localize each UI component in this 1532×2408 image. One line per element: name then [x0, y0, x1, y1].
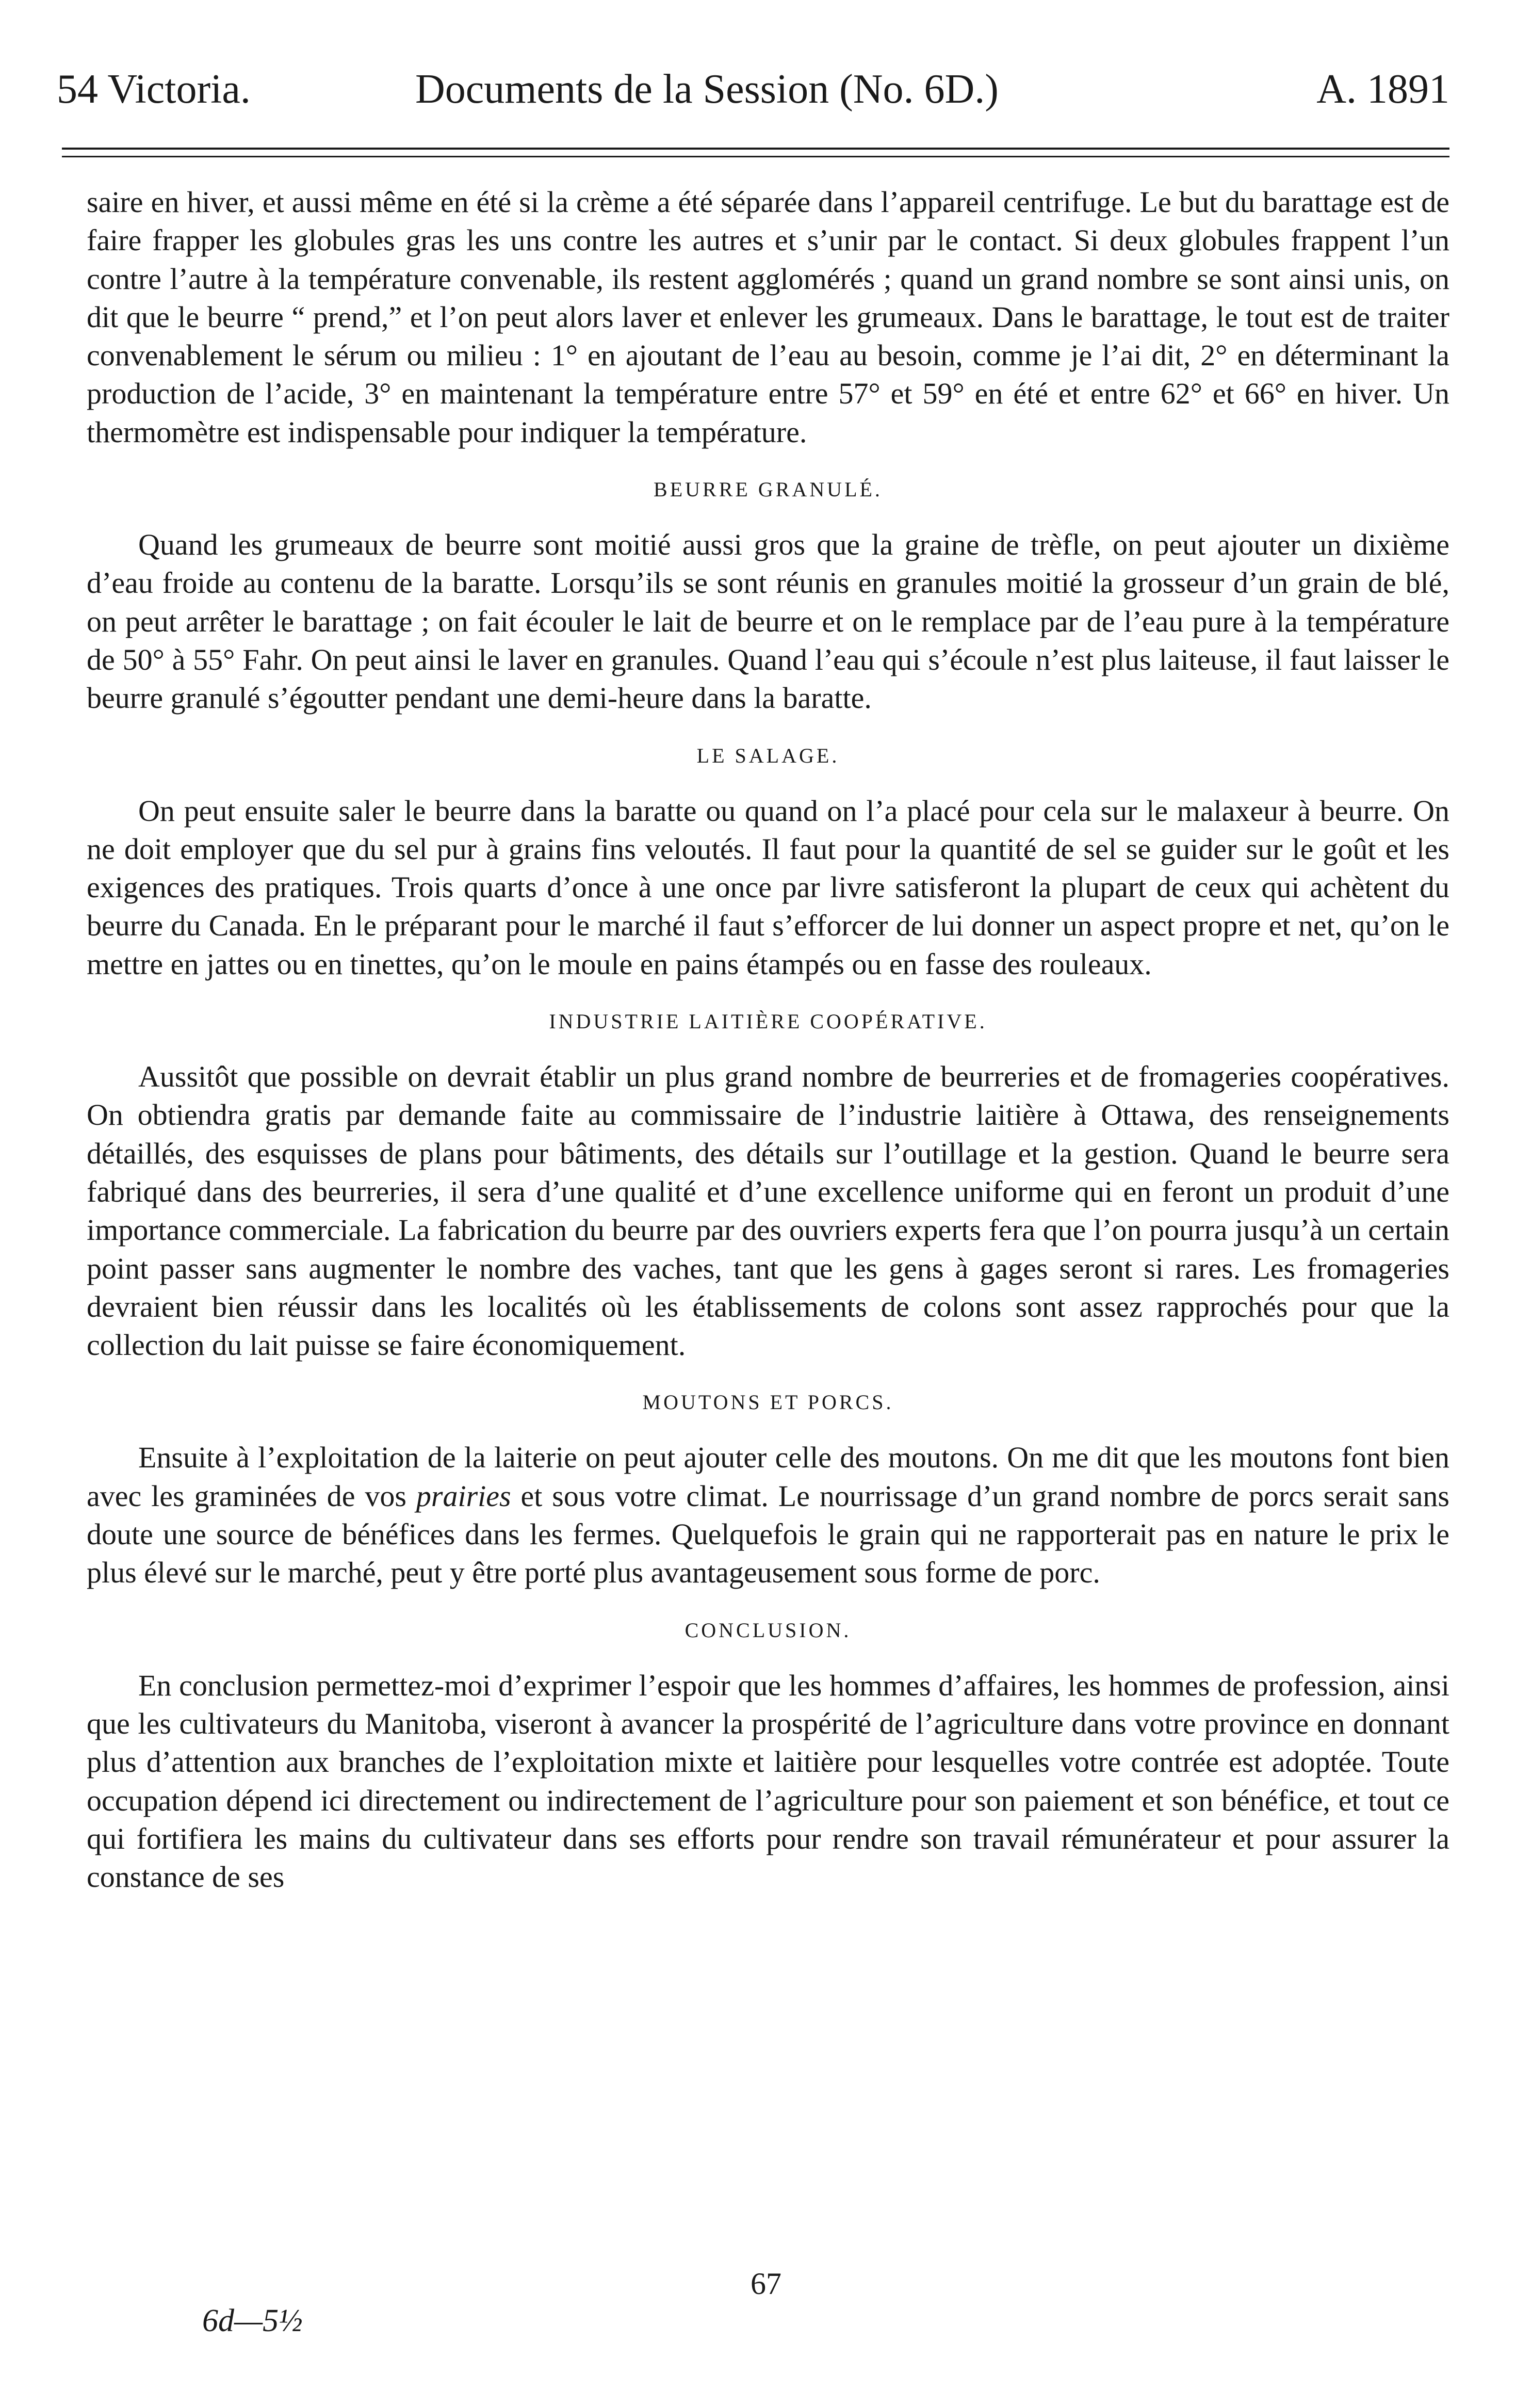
body-text [87, 183, 1449, 1896]
intro-paragraph: saire en hiver, et aussi même en été si la crème a été séparée dans l’appareil centrifuge. Le but du barattage est de faire frapper les globules gras les uns contre les autres et s’unir par le contact. Si deux globules frappent l’un contre l’autre à la température convenable, ils restent agglomérés ; quand un grand nombre se sont ainsi unis, on dit que le beurre “ prend,” et l’on peut alors laver et enlever les grumeaux. Dans le barattage, le tout est de traiter convenablement le sérum ou milieu : 1° en ajoutant de l’eau au besoin, comme je l’ai dit, 2° en déterminant la production de l’acide, 3° en maintenant la température entre 57° et 59° en été et entre 62° et 66° en hiver. Un thermomètre est indispensable pour indiquer la température. [87, 185, 1449, 449]
paragraph-beurre-granule: Quand les grumeaux de beurre sont moitié aussi gros que la graine de trèfle, on peut ajouter un dixième d’eau froide au contenu de la baratte. Lorsqu’ils se sont réunis en granules moitié la grosseur d’un grain de blé, on peut arrêter le barattage ; on fait écouler le lait de beurre et on le remplace par de l’eau pure à la température de 50° à 55° Fahr. On peut ainsi le laver en granules. Quand l’eau qui s’écoule n’est plus laiteuse, il faut laisser le beurre granulé s’égoutter pendant une demi-heure dans la baratte. [87, 528, 1449, 715]
header-rule-bottom [62, 156, 1449, 157]
header-title: Documents de la Session (No. 6D.) [415, 67, 999, 112]
heading-moutons-et-porcs: MOUTONS ET PORCS. [642, 1391, 894, 1414]
heading-beurre-granule: BEURRE GRANULÉ. [654, 478, 883, 502]
header-volume: 54 Victoria. [57, 67, 251, 112]
running-header [57, 61, 1449, 118]
heading-industrie-laitiere: INDUSTRIE LAITIÈRE COOPÉRATIVE. [549, 1010, 987, 1033]
moutons-text-part1: Ensuite à l’exploitation de la laiterie on peut ajouter celle des moutons. On me dit que les moutons font bien avec les graminées de vos [87, 1441, 1449, 1513]
signature-mark: 6d—5½ [202, 2303, 303, 2338]
heading-conclusion: CONCLUSION. [684, 1618, 852, 1642]
moutons-text-part2: et sous votre climat. Le nourrissage d’un grand nombre de porcs serait sans doute une source de bénéfices dans les fermes. Quelquefois le grain qui ne rapporterait pas en nature le prix le plus élevé sur le marché, peut y être porté plus avantageusement sous forme de porc. [87, 1479, 1449, 1590]
paragraph-le-salage: On peut ensuite saler le beurre dans la baratte ou quand on l’a placé pour cela sur le malaxeur à beurre. On ne doit employer que du sel pur à grains fins veloutés. Il faut pour la quantité de sel se guider sur le goût et les exigences des pratiques. Trois quarts d’once à une once par livre satisferont la plupart de ceux qui achètent du beurre du Canada. En le préparant pour le marché il faut s’efforcer de lui donner un aspect propre et net, qu’on le mettre en jattes ou en tinettes, qu’on le moule en pains étampés ou en fasse des rouleaux. [87, 794, 1449, 981]
header-year: A. 1891 [1316, 67, 1449, 112]
paragraph-moutons-et-porcs [87, 1439, 1449, 1592]
paragraph-conclusion: En conclusion permettez-moi d’exprimer l’espoir que les hommes d’affaires, les hommes de profession, ainsi que les cultivateurs du Manitoba, viseront à avancer la prospérité de l’agriculture dans votre province en donnant plus d’attention aux branches de l’exploitation mixte et laitière pour lesquelles votre contrée est adoptée. Toute occupation dépend ici directement ou indirectement de l’agriculture pour son paiement et son bénéfice, et tout ce qui fortifiera les mains du cultivateur dans ses efforts pour rendre son travail rémunérateur et pour assurer la constance de ses [87, 1668, 1449, 1894]
moutons-italic-word: prairies [416, 1479, 511, 1513]
paragraph-industrie-laitiere: Aussitôt que possible on devrait établir un plus grand nombre de beurreries et de fromageries coopératives. On obtiendra gratis par demande faite au commissaire de l’industrie laitière à Ottawa, des renseignements détaillés, des esquisses de plans pour bâtiments, des détails sur l’outillage et la gestion. Quand le beurre sera fabriqué dans des beurreries, il sera d’une qualité et d’une excellence uniforme qui en feront un produit d’une importance commerciale. La fabrication du beurre par des ouvriers experts fera que l’on pourra jusqu’à un certain point passer sans augmenter le nombre des vaches, tant que les gens à gages seront si rares. Les fromageries devraient bien réussir dans les localités où les établissements de colons sont assez rapprochés pour que la collection du lait puisse se faire économiquement. [87, 1060, 1449, 1362]
header-rule-top [62, 148, 1449, 150]
page-number: 67 [751, 2267, 781, 2301]
heading-le-salage: LE SALAGE. [696, 744, 840, 767]
